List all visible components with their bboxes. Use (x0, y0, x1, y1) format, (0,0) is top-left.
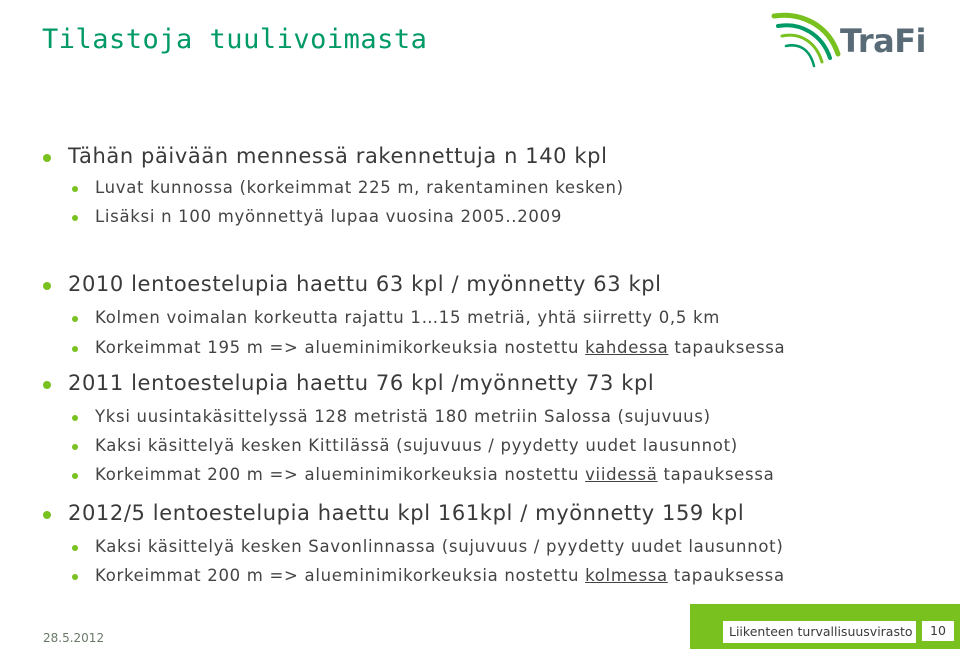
emphasis-text: kolmessa (585, 566, 668, 585)
bullet-text: tapauksessa (668, 338, 786, 357)
bullet-item-level2 (95, 465, 774, 484)
bullet-item-level2 (95, 308, 720, 327)
bullet-item-level2 (95, 407, 711, 426)
bullet-dot-icon (72, 415, 78, 421)
bullet-item-level1 (68, 501, 744, 525)
bullet-text: 2012/5 lentoestelupia haettu kpl 161kpl / myönnetty 159 kpl (68, 501, 745, 525)
bullet-item-level2 (95, 338, 785, 357)
bullet-text: Kaksi käsittelyä kesken Savonlinnassa (sujuvuus / pyydetty uudet lausunnot) (95, 537, 784, 556)
emphasis-text: viidessä (585, 465, 658, 484)
bullet-item-level1 (68, 144, 608, 168)
footer-agency: Liikenteen turvallisuusvirasto (723, 621, 918, 643)
bullet-item-level2 (95, 566, 785, 585)
bullet-dot-icon (72, 215, 78, 221)
bullet-text: Korkeimmat 195 m => alueminimikorkeuksia nostettu (95, 338, 586, 357)
bullet-text: Kaksi käsittelyä kesken Kittilässä (sujuvuus / pyydetty uudet lausunnot) (95, 436, 738, 455)
bullet-item-level2 (95, 178, 624, 197)
bullet-dot-icon (43, 282, 51, 290)
bullet-dot-icon (72, 444, 78, 450)
bullet-dot-icon (72, 316, 78, 322)
bullet-text: Kolmen voimalan korkeutta rajattu 1…15 metriä, yhtä siirretty 0,5 km (95, 308, 721, 327)
bullet-dot-icon (72, 186, 78, 192)
bullet-text: Luvat kunnossa (korkeimmat 225 m, rakentaminen kesken) (95, 178, 624, 197)
bullet-dot-icon (72, 545, 78, 551)
bullet-text: Lisäksi n 100 myönnettyä lupaa vuosina 2005..2009 (95, 207, 563, 226)
bullet-dot-icon (72, 473, 78, 479)
bullet-text: Tähän päivään mennessä rakennettuja n 140 kpl (68, 144, 608, 168)
slide-title: Tilastoja tuulivoimasta (42, 24, 428, 55)
footer-date: 28.5.2012 (43, 631, 105, 645)
bullet-text: Korkeimmat 200 m => alueminimikorkeuksia nostettu (95, 566, 586, 585)
bullet-dot-icon (43, 511, 51, 519)
bullet-text: 2011 lentoestelupia haettu 76 kpl /myönnetty 73 kpl (68, 371, 655, 395)
page-number: 10 (922, 621, 954, 641)
bullet-item-level2 (95, 537, 783, 556)
bullet-dot-icon (72, 574, 78, 580)
bullet-text: 2010 lentoestelupia haettu 63 kpl / myönnetty 63 kpl (68, 272, 662, 296)
bullet-item-level1 (68, 272, 662, 296)
bullet-text: Korkeimmat 200 m => alueminimikorkeuksia nostettu (95, 465, 586, 484)
bullet-item-level1 (68, 371, 654, 395)
logo-text: TraFi (840, 22, 927, 60)
bullet-dot-icon (43, 154, 51, 162)
bullet-text: tapauksessa (667, 566, 785, 585)
bullet-text: tapauksessa (657, 465, 775, 484)
bullet-text: Yksi uusintakäsittelyssä 128 metristä 180 metriin Salossa (sujuvuus) (95, 407, 711, 426)
bullet-item-level2 (95, 207, 562, 226)
bullet-dot-icon (43, 381, 51, 389)
bullet-item-level2 (95, 436, 738, 455)
emphasis-text: kahdessa (585, 338, 669, 357)
footer-separator (916, 621, 918, 645)
bullet-dot-icon (72, 346, 78, 352)
